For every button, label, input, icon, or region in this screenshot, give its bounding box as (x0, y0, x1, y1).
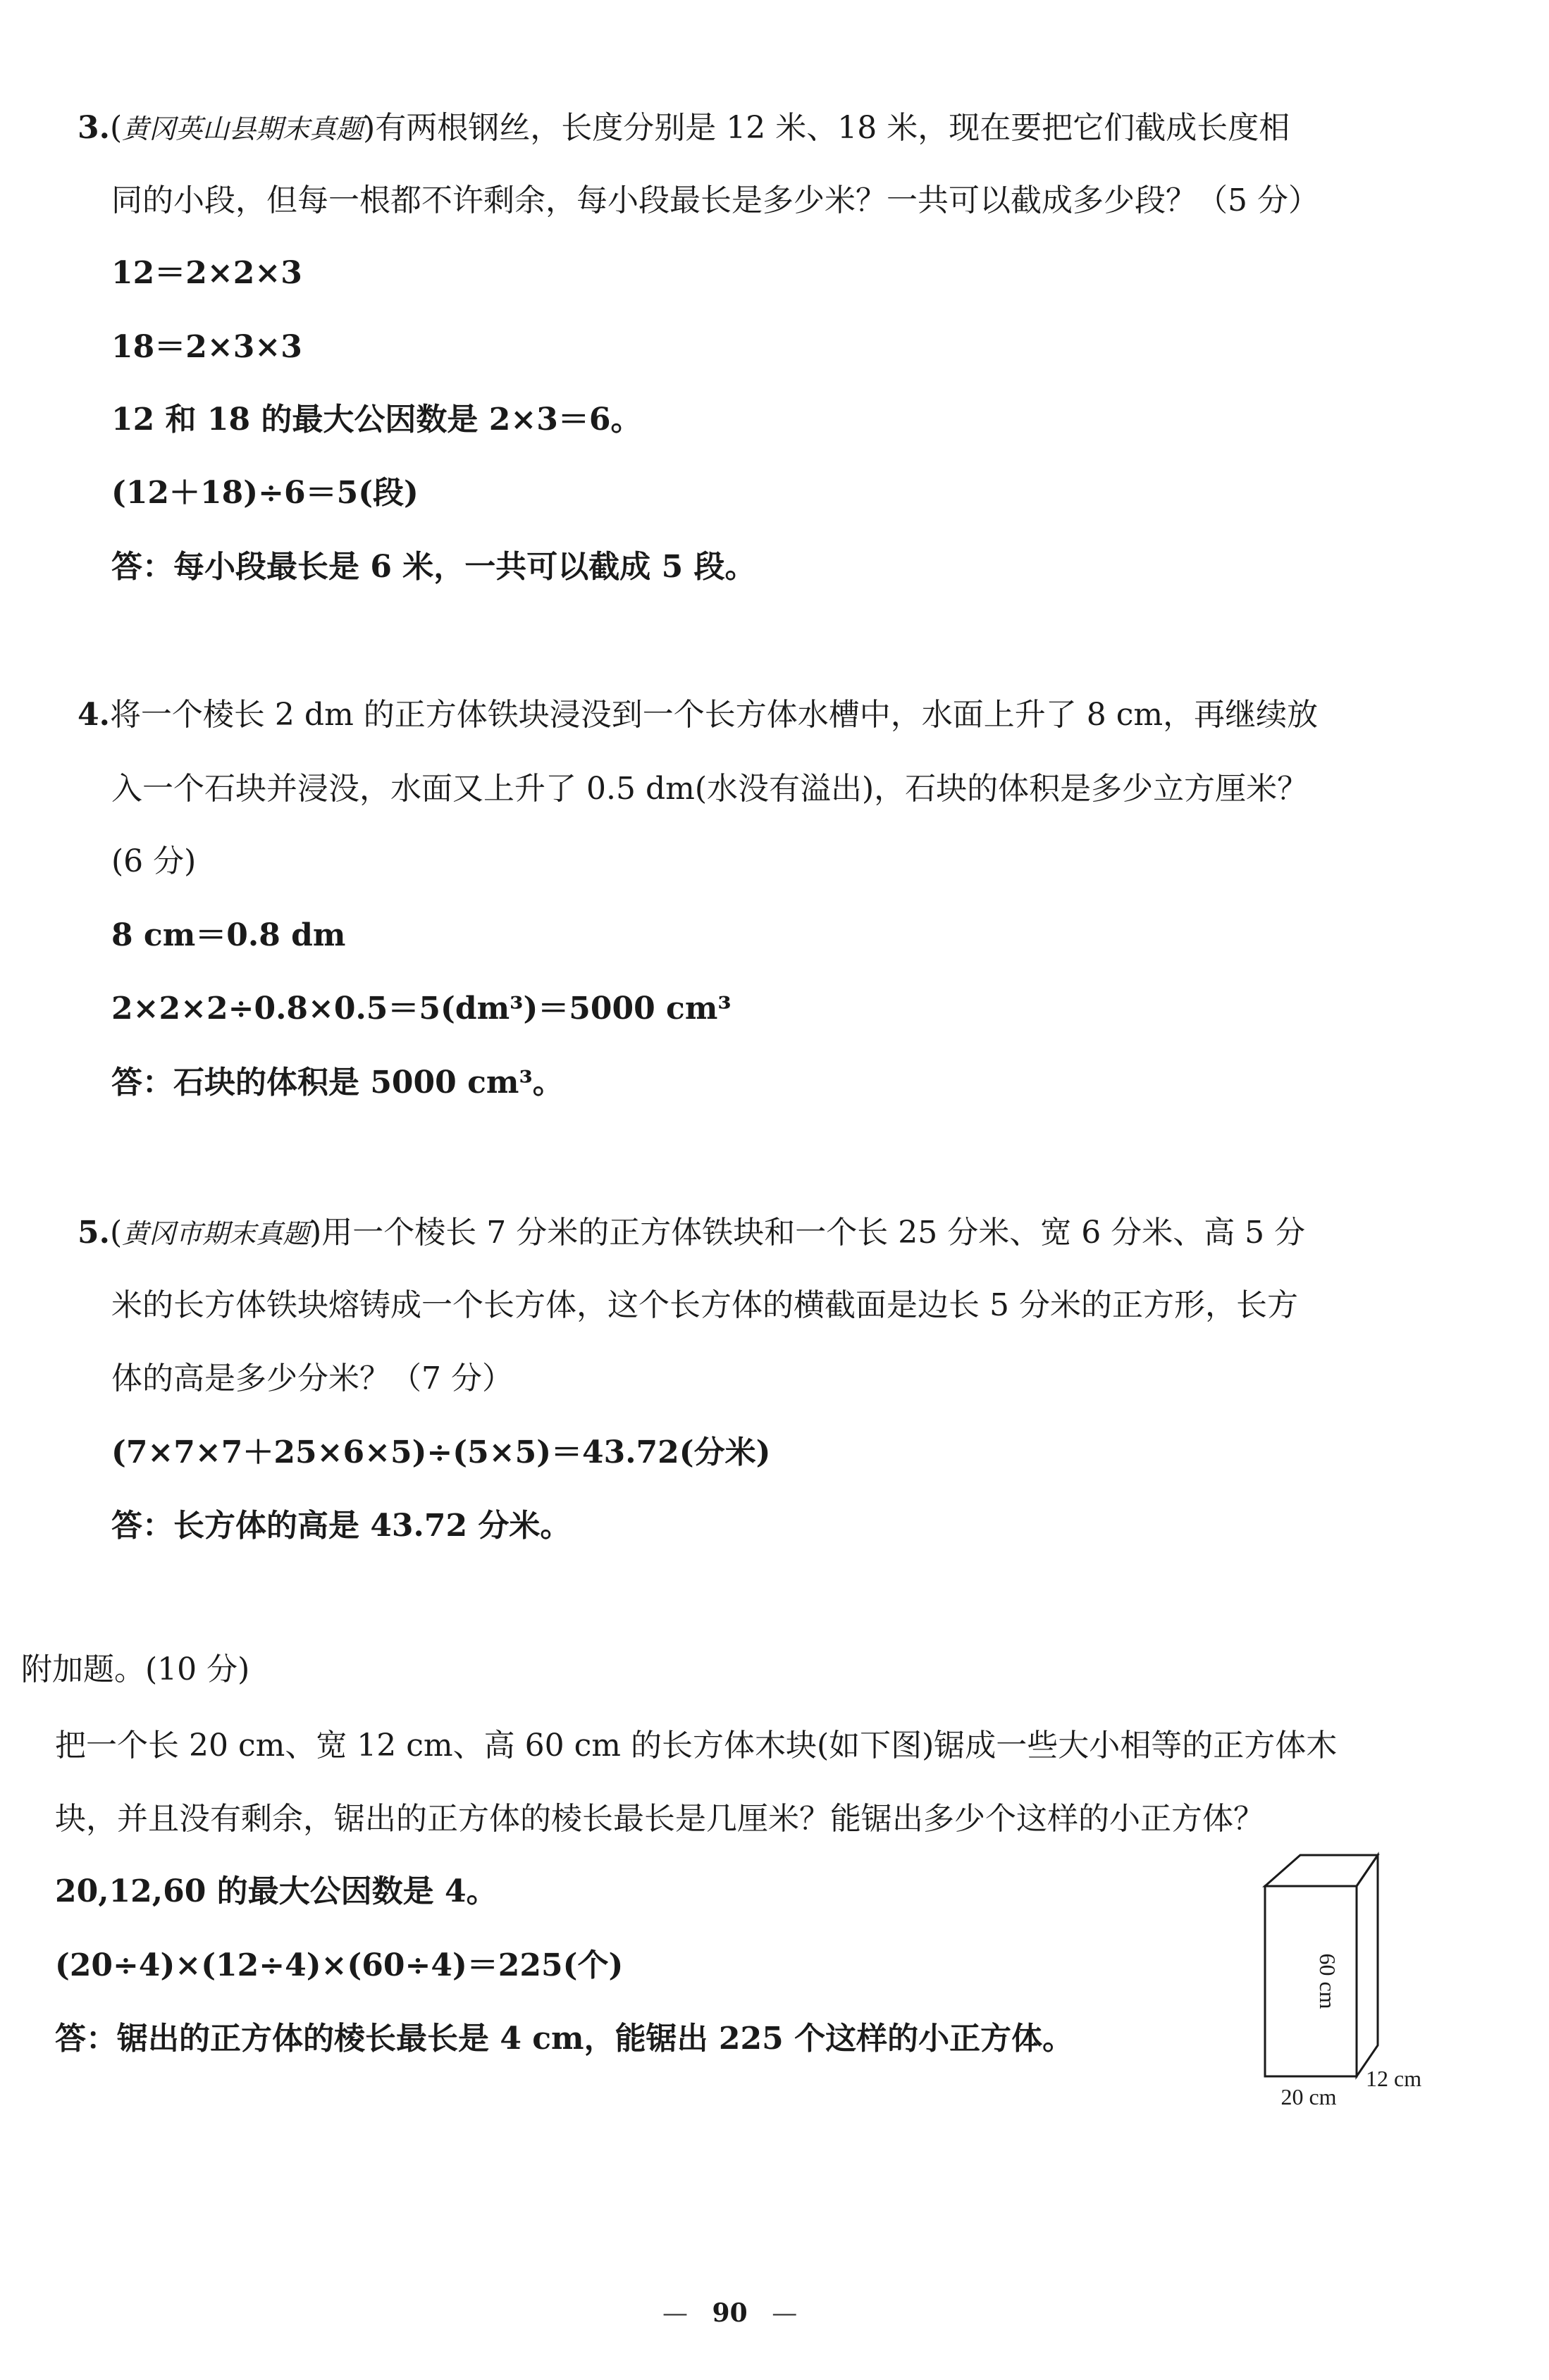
q4-line1 (78, 694, 1318, 736)
bonus-answer-1: 20,12,60 的最大公因数是 4。 (55, 1873, 498, 1909)
q5-answer-1: (7×7×7＋25×6×5)÷(5×5)＝43.72(分米) (111, 1434, 771, 1470)
length-label: 20 cm (1280, 2084, 1337, 2109)
q4-answer-2: 2×2×2÷0.8×0.5＝5(dm³)＝5000 cm³ (111, 991, 732, 1027)
q3-number: 3. (78, 110, 110, 146)
q4-number: 4. (78, 697, 110, 733)
bonus-line2: 块，并且没有剩余，锯出的正方体的棱长最长是几厘米？能锯出多少个这样的小正方体？ (55, 1801, 1264, 1837)
width-label: 12 cm (1366, 2066, 1422, 2091)
q3-source: 黄冈英山县期末真题 (122, 113, 364, 144)
q3-answer-2: 18＝2×3×3 (111, 329, 302, 365)
q5-text: 用一个棱长 7 分米的正方体铁块和一个长 25 分米、宽 6 分米、高 5 分 (321, 1215, 1306, 1251)
q4-line2: 入一个石块并浸没，水面又上升了 0.5 dm(水没有溢出)，石块的体积是多少立方厘米？ (111, 771, 1309, 807)
q4-line3: (6 分) (111, 843, 197, 879)
q5-source-close: ) (309, 1215, 322, 1251)
q5-number: 5. (78, 1215, 110, 1251)
q3-answer-4: (12＋18)÷6＝5(段) (111, 475, 419, 511)
cuboid-front-face (1265, 1886, 1357, 2076)
footer-dash-left: — (662, 2299, 688, 2328)
bonus-answer-3: 答：锯出的正方体的棱长最长是 4 cm，能锯出 225 个这样的小正方体。 (55, 2021, 1074, 2057)
q3-line1 (78, 107, 1290, 150)
cuboid-figure (1251, 1849, 1483, 2124)
q5-source-open: ( (109, 1215, 123, 1251)
q5-source: 黄冈市期末真题 (122, 1218, 310, 1249)
bonus-line1: 把一个长 20 cm、宽 12 cm、高 60 cm 的长方体木块(如下图)锯成一些大小相等的正方体木 (55, 1728, 1338, 1764)
q4-answer-1: 8 cm＝0.8 dm (111, 917, 346, 953)
q3-line2: 同的小段，但每一根都不许剩余，每小段最长是多少米？一共可以截成多少段？（5 分） (111, 182, 1319, 218)
q5-line3: 体的高是多少分米？（7 分） (111, 1361, 513, 1396)
q3-answer-3: 12 和 18 的最大公因数是 2×3＝6。 (111, 402, 642, 438)
q3-answer-1: 12＝2×2×3 (111, 255, 302, 291)
q4-answer-3: 答：石块的体积是 5000 cm³。 (111, 1065, 564, 1101)
q5-line2: 米的长方体铁块熔铸成一个长方体，这个长方体的横截面是边长 5 分米的正方形，长方 (111, 1287, 1298, 1323)
page-number: 90 (712, 2298, 748, 2328)
bonus-title: 附加题。(10 分) (21, 1651, 250, 1687)
footer-dash-right: — (772, 2299, 798, 2328)
q3-answer-5: 答：每小段最长是 6 米，一共可以截成 5 段。 (111, 549, 756, 585)
q3-source-open: ( (109, 110, 123, 146)
q5-answer-2: 答：长方体的高是 43.72 分米。 (111, 1508, 572, 1544)
q4-text: 将一个棱长 2 dm 的正方体铁块浸没到一个长方体水槽中，水面上升了 8 cm，再继续放 (109, 697, 1319, 733)
q3-text: 有两根钢丝，长度分别是 12 米、18 米，现在要把它们截成长度相 (375, 110, 1290, 146)
q3-source-close: ) (363, 110, 376, 146)
height-label: 60 cm (1315, 1953, 1340, 2009)
page-footer (662, 2298, 797, 2328)
q5-line1 (78, 1212, 1305, 1255)
bonus-answer-2: (20÷4)×(12÷4)×(60÷4)＝225(个) (55, 1947, 624, 1983)
cuboid-side-face (1357, 1855, 1378, 2076)
